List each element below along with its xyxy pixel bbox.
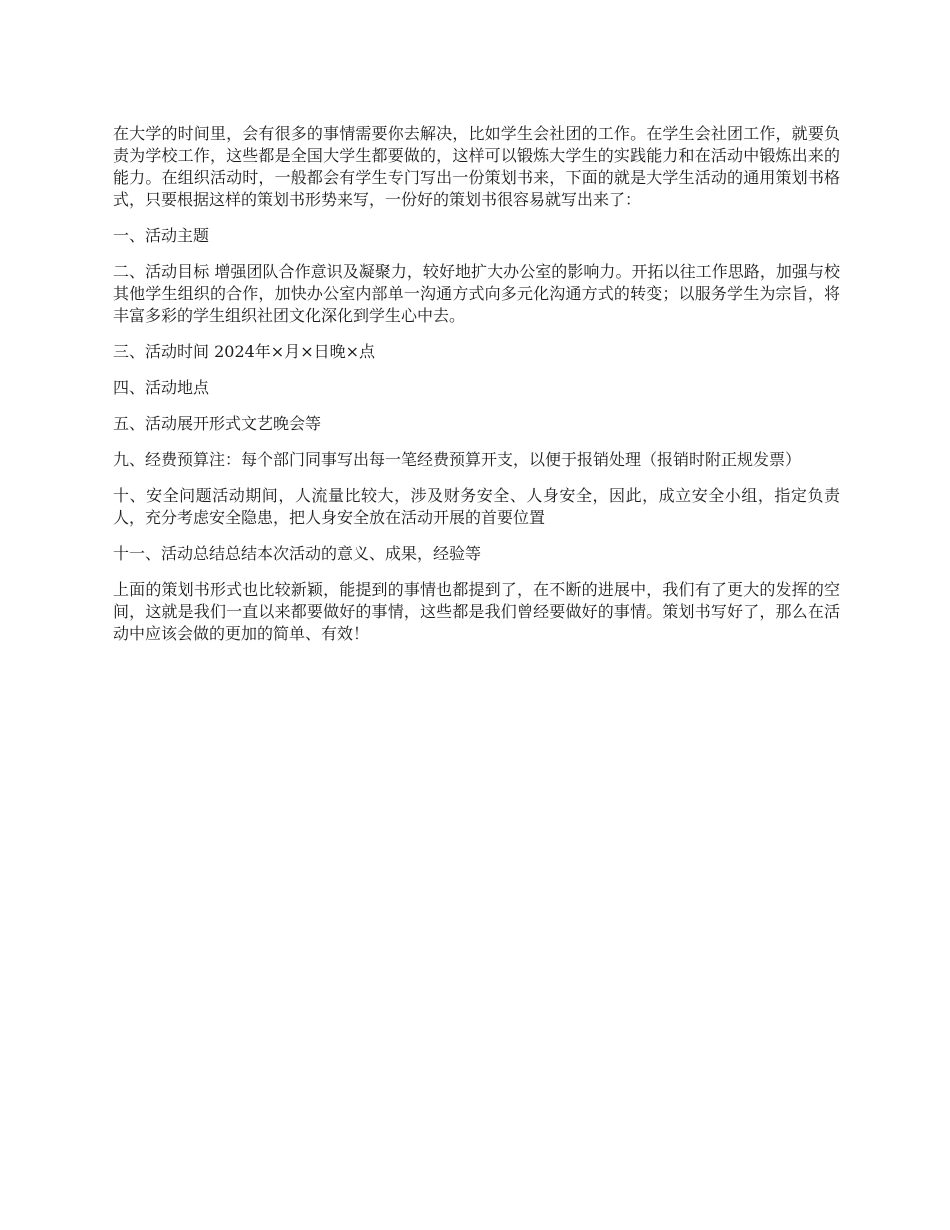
intro-paragraph: 在大学的时间里，会有很多的事情需要你去解决，比如学生会社团的工作。在学生会社团工作，就要负责为学校工作，这些都是全国大学生都要做的，这样可以锻炼大学生的实践能力和在活动中锻炼出来的能力。在组织活动时，一般都会有学生专门写出一份策划书来，下面的就是大学生活动的通用策划书格式，只要根据这样的策划书形势来写，一份好的策划书很容易就写出来了： xyxy=(113,124,840,209)
section-goal: 二、活动目标 增强团队合作意识及凝聚力，较好地扩大办公室的影响力。开拓以往工作思路，加强与校其他学生组织的合作，加快办公室内部单一沟通方式向多元化沟通方式的转变；以服务学生为宗旨，将丰富多彩的学生组织社团文化深化到学生心中去。 xyxy=(113,262,840,325)
section-theme: 一、活动主题 xyxy=(113,226,210,245)
section-safety: 十、安全问题活动期间，人流量比较大，涉及财务安全、人身安全，因此，成立安全小组，指定负责人，充分考虑安全隐患，把人身安全放在活动开展的首要位置 xyxy=(113,486,840,527)
section-format: 五、活动展开形式文艺晚会等 xyxy=(113,414,322,433)
section-time: 三、活动时间 2024年×月×日晚×点 xyxy=(113,342,376,361)
section-location: 四、活动地点 xyxy=(113,378,210,397)
section-budget: 九、经费预算注：每个部门同事写出每一笔经费预算开支，以便于报销处理（报销时附正规发票） xyxy=(113,450,802,469)
closing-paragraph: 上面的策划书形式也比较新颖，能提到的事情也都提到了，在不断的进展中，我们有了更大的发挥的空间，这就是我们一直以来都要做好的事情，这些都是我们曾经要做好的事情。策划书写好了，那么在活动中应该会做的更加的简单、有效！ xyxy=(113,580,840,643)
section-summary: 十一、活动总结总结本次活动的意义、成果，经验等 xyxy=(113,544,482,563)
document-body xyxy=(113,123,840,659)
